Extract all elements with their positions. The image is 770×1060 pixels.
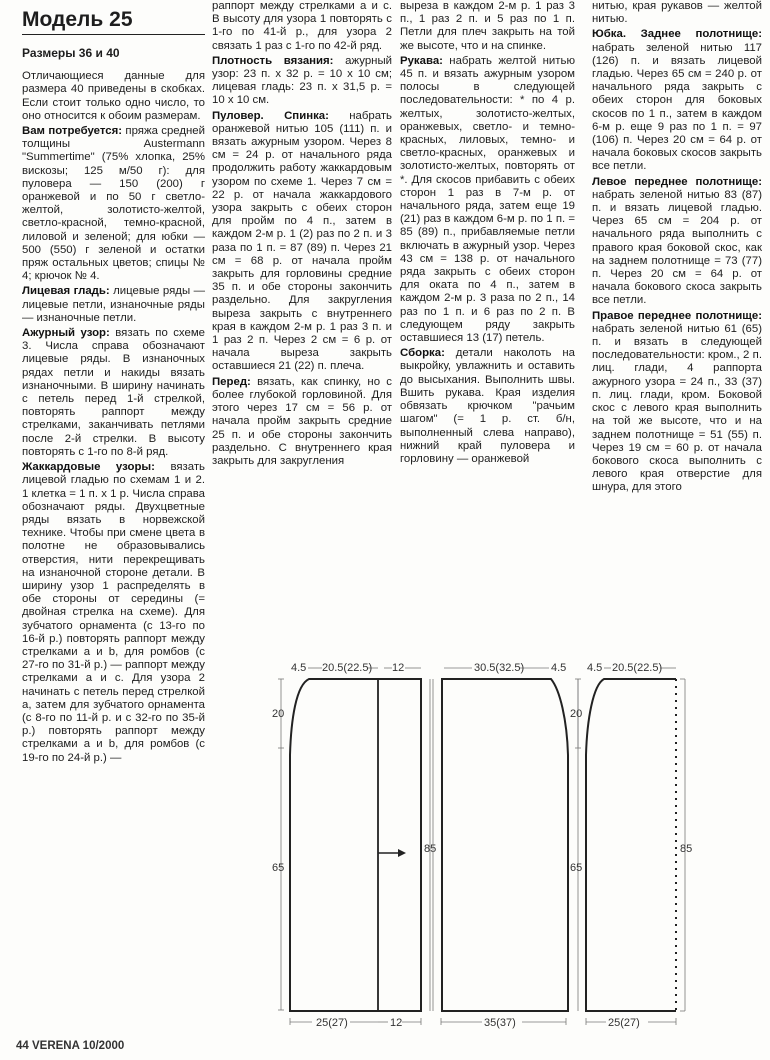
back-label: Пуловер. Спинка: [212, 109, 329, 122]
stockinette-label: Лицевая гладь: [22, 285, 110, 298]
lace-label: Ажурный узор: [22, 327, 110, 340]
back-section [212, 110, 392, 374]
lace-section [22, 327, 205, 459]
assembly-section [400, 347, 575, 466]
assembly-label: Сборка: [400, 347, 445, 360]
lace-text: вязать по схеме 3. Числа справа обозначают лицевые ряды. В изнаночных рядах петли и накиды вязать изнаночными. В ширину начинать с петель перед 1-й стрелкой, повторять раппорт между стрелками, заканчивать петлями после 2-й стрелки. В высоту повторять с 1-го по 8-й ряд. [22, 327, 205, 458]
back-panel-outline [442, 679, 568, 1011]
continued-text: нитью, края рукавов — желтой нитью. [592, 0, 762, 26]
skirt-back-section [592, 28, 762, 173]
back-panel [442, 679, 568, 1011]
back-top-width-label: 30.5(32.5) [474, 662, 525, 674]
sizes-heading: Размеры 36 и 40 [22, 46, 120, 60]
right-top-width-label: 20.5(22.5) [612, 662, 663, 674]
left-front-text: набрать зеленой нитью 83 (87) п. и вязать лицевой гладью. Через 65 см = 204 р. от начального ряда выполнить с правого края боковой скос, как на заднем полотнище = 73 (77) п. Через 20 см = 64 р. от начала бокового скоса закрыть все петли. [592, 188, 762, 307]
continued-text: выреза в каждом 2-м р. 1 раз 3 п., 1 раз 2 п. и 5 раз по 1 п. Петли для плеч закрыть на той же высоте, что и на спинке. [400, 0, 575, 52]
materials-label: Вам потребуется: [22, 125, 123, 138]
left-top-curve-label: 4.5 [291, 662, 307, 674]
sleeves-text: набрать желтой нитью 45 п. и вязать ажурным узором полосы в следующей последовательности: * по 4 р. желтых, золотисто-желтых, оранжевых, светло- и темно-красных, лиловых, темно- и светло-красных, оранжевых и золотисто-желтых, повторять от *. Для скосов прибавить с обеих сторон 1 раз в 7-м р. от начального ряда, затем еще 19 (21) раз в каждом 6-м р. по 1 п. = 85 (89) п., прибавляемые петли включать в ажурный узор. Через 43 см = 138 р. от начального ряда закрыть с обеих сторон для оката по 4 п., затем в каждом 2-м р. 3 раза по 2 п., 14 раз по 1 п. и 6 раз по 2 п. В следующем ряду закрыть оставшиеся 13 (17) петель. [400, 54, 575, 345]
right-front-text: набрать зеленой нитью 61 (65) п. и вязать в следующей последовательности: кром., 2 п. лиц. глади, 4 раппорта ажурного узора = 24 п., 33 (37) п. лиц. глади, кром. Боковой скос с левого края выполнить на той же высоте, что и на заднем полотнище = 51 (55) п. Через 19 см = 60 р. от начала бокового скоса выполнить с левого края отверстие для шнура, для этого [592, 322, 762, 494]
left-upper-height-label: 20 [272, 708, 285, 720]
left-front-dimensions [278, 668, 430, 1025]
back-text: набрать оранжевой нитью 105 (111) п. и вязать ажурным узором. Через 8 см = 24 р. от начального ряда продолжить работу жаккардовым узором по схеме 1. Через 7 см = 22 р. от начала жаккардового узора закрыть с обеих сторон для пройм по 4 п., затем в каждом 2-м р. 1 (2) раз по 2 п. и 3 раза по 1 п. = 87 (89) п. Через 21 см = 68 р. от начала пройм закрыть для горловины средние 35 п. и обе стороны закончить раздельно. Для закругления выреза закрыть с внутреннего края в каждом 2-м р. 1 раз 3 п. и 1 раз 2 п. Через 2 см = 6 р. от начала выреза закрыть оставшиеся 21 (22) п. плеча. [212, 109, 392, 373]
jacquard-text: вязать лицевой гладью по схемам 1 и 2. 1 клетка = 1 п. x 1 р. Числа справа обозначают ряды. Двухцветные ряды вязать в норвежской технике. Чтобы при смене цвета в полотне не образовывались отверстия, нити перекрещивать на изнаночной стороне детали. В ширину узор 1 распределять в обе стороны от середины (= двойная стрелка на схеме). Для зубчатого орнамента (с 13-го по 16-й р.) повторять раппорт между стрелками a и b, для ромбов (с 27-го по 31-й р.) — раппорт между стрелками a и c. Для узора 2 начинать с петель перед стрелкой a, затем для зубчатого орнамента (с 8-го по 11-й р. и с 32-го по 35-й р.) повторять раппорт между стрелками a и b, для ромбов (с 19-го по 24-й р.) — [22, 461, 205, 764]
intro-paragraph: Отличающиеся данные для размера 40 приведены в скобках. Если стоит только одно число, то оно относится к обоим размерам. [22, 70, 205, 122]
right-front-outline [586, 679, 676, 1011]
stockinette-section [22, 285, 205, 325]
jacquard-section [22, 461, 205, 765]
left-lower-height-label: 65 [272, 862, 285, 874]
skirt-back-label: Юбка. Заднее полотнище: [592, 28, 762, 41]
back-bottom-width-label: 35(37) [484, 1017, 516, 1029]
right-lower-height-label: 65 [570, 862, 583, 874]
front-label: Перед: [212, 375, 251, 388]
back-top-curve-label: 4.5 [551, 662, 567, 674]
column-2 [212, 0, 392, 470]
gauge-label: Плотность вязания: [212, 54, 334, 67]
page-title: Модель 25 [22, 8, 205, 35]
front-section [212, 376, 392, 468]
back-dimensions [433, 668, 578, 1025]
right-front-dimensions [575, 668, 685, 1025]
left-total-height-label: 85 [424, 843, 437, 855]
front-text: вязать, как спинку, но с более глубокой горловиной. Для этого через 17 см = 56 р. от начала пройм закрыть средние 25 п. и обе стороны закончить раздельно. С внутреннего края закрыть для закругления [212, 375, 392, 467]
left-front-outline [290, 679, 421, 1011]
left-front-label: Левое переднее полотнище: [592, 175, 762, 188]
right-front-label: Правое переднее полотнище: [592, 309, 762, 322]
continued-text: раппорт между стрелками a и c. В высоту для узора 1 повторять с 1-го по 41-й р., для узора 2 связать 1 раз с 1-го по 42-й ряд. [212, 0, 392, 52]
sleeves-section [400, 55, 575, 345]
sleeves-label: Рукава: [400, 54, 443, 67]
right-bottom-width-label: 25(27) [608, 1017, 640, 1029]
left-bottom-width-label: 25(27) [316, 1017, 348, 1029]
left-front-section [592, 176, 762, 308]
left-bottom-overlap-label: 12 [390, 1017, 403, 1029]
left-front-panel [290, 679, 421, 1011]
stockinette-text: лицевые ряды — лицевые петли, изнаночные ряды — изнаночные петли. [22, 285, 205, 324]
assembly-text: детали наколоть на выкройку, увлажнить и оставить до высыхания. Выполнить швы. Вшить рукава. Края изделия обвязать крючком "рачьим шагом" (= 1 р. ст. б/н, выполненный слева направо), нижний край пуловера и горловину — оранжевой [400, 347, 575, 465]
gauge-text: ажурный узор: 23 п. x 32 р. = 10 x 10 см; лицевая гладь: 23 п. x 31,5 р. = 10 x 10 см. [212, 54, 392, 107]
right-total-height-label: 85 [680, 843, 693, 855]
left-top-width-label: 20.5(22.5) [322, 662, 373, 674]
jacquard-label: Жаккардовые узоры: [22, 461, 155, 474]
materials-section [22, 125, 205, 283]
right-front-panel [586, 679, 676, 1011]
skirt-back-text: набрать зеленой нитью 117 (126) п. и вязать лицевой гладью. Через 65 см = 240 р. от начального ряда закрыть с обеих сторон для боковых скосов по 1 п., затем в каждом 6-м р. еще 9 раз по 1 п. = 97 (106) п. Через 20 см = 64 р. от начала боковых скосов закрыть все петли. [592, 41, 762, 173]
page-footer: 44 VERENA 10/2000 [16, 1040, 125, 1052]
column-3 [400, 0, 575, 468]
right-upper-height-label: 20 [570, 708, 583, 720]
skirt-pattern-diagram [250, 650, 770, 1050]
right-top-curve-label: 4.5 [587, 662, 603, 674]
materials-text: пряжа средней толщины Austermann "Summertime" (75% хлопка, 25% вискозы; 125 м/50 г): для пуловера — 150 (200) г оранжевой и по 50 г светло-желтой, золотисто-желтой, светло-красной, темно-красной, лиловой и зеленой; для юбки — 500 (550) г зеленой и остатки пряж остальных цветов; спицы № 4; крючок № 4. [22, 125, 205, 283]
direction-arrow-head [398, 849, 406, 857]
column-1 [22, 8, 205, 767]
column-4 [592, 0, 762, 497]
gauge-section [212, 55, 392, 108]
right-front-section [592, 310, 762, 495]
left-top-overlap-label: 12 [392, 662, 405, 674]
